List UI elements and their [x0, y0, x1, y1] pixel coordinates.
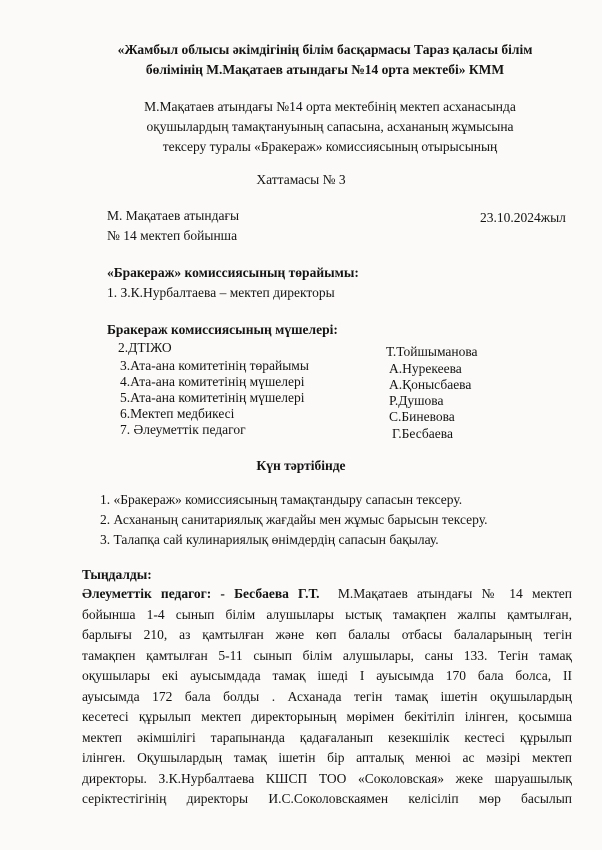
- report-line: мектеп әкімшілігі тарапынанда қадағаланып кезекшілік кестесі құрылып: [82, 729, 572, 745]
- agenda-item: 3. Талапқа сай кулинариялық өнімдердің сапасын бақылау.: [100, 532, 439, 547]
- member-role: 2.ДТІЖО: [118, 340, 172, 355]
- report-line: кесетесі құрылып мектеп директорының мөрімен бекітіліп ілінген, қосымша: [82, 709, 572, 724]
- listened-heading: Тыңдалды:: [82, 567, 152, 582]
- location: [107, 206, 239, 246]
- agenda-item: 1. «Бракераж» комиссиясының тамақтандыру сапасын тексеру.: [100, 492, 463, 507]
- subtitle-line-3: тексеру туралы «Бракераж» комиссиясының отырысының: [162, 139, 498, 154]
- subtitle-line-2: оқушылардың тамақтануының сапасына, асхананың жұмысына: [146, 119, 514, 134]
- protocol-title: Хаттамасы № 3: [256, 172, 346, 187]
- report-line-1: [82, 584, 572, 605]
- member-name: А.Нурекеева: [389, 361, 462, 376]
- members-heading: Бракераж комиссиясының мүшелері:: [107, 322, 338, 337]
- agenda-item: 2. Асхананың санитариялық жағдайы мен жұмыс барысын тексеру.: [100, 512, 488, 527]
- member-name: Г.Бесбаева: [392, 426, 453, 441]
- chair-item: 1. З.К.Нурбалтаева – мектеп директоры: [107, 285, 335, 300]
- header-line-1: «Жамбыл облысы әкімдігінің білім басқармасы Тараз қаласы білім: [117, 42, 533, 57]
- member-role: 7. Әлеуметтік педагог: [120, 422, 246, 437]
- speaker: Әлеуметтік педагог: - Бесбаева Г.Т.: [82, 586, 320, 601]
- member-name: Р.Душова: [389, 393, 444, 408]
- report-line: серіктестігінің директоры И.С.Соколовскаямен келісіліп мөр басылып: [82, 791, 572, 806]
- member-name: Т.Тойшыманова: [386, 344, 478, 359]
- document-date: 23.10.2024жыл: [480, 210, 566, 225]
- header-line-2: бөлімінің М.Мақатаев атындағы №14 орта мектебі» КММ: [145, 62, 505, 77]
- report-line: ілінген. Оқушылардың тамақ ішетін бір апталық менюі ас мәзірі мектеп: [82, 750, 572, 765]
- report-line: барлығы 210, аз қамтылған және көп балалы отбасы балаларының тегін: [82, 627, 572, 642]
- member-name: А.Қонысбаева: [389, 377, 472, 392]
- location-line-2: № 14 мектеп бойынша: [107, 228, 238, 243]
- meeting-subtitle: [95, 97, 565, 157]
- location-line-1: М. Мақатаев атындағы: [107, 208, 240, 223]
- member-role: 6.Мектеп медбикесі: [120, 406, 235, 421]
- report-line: бойынша 1-4 сынып білім алушылары ыстық тамақпен жалпы қамтылған,: [82, 606, 572, 622]
- member-name: С.Биневова: [389, 409, 455, 424]
- subtitle-line-1: М.Мақатаев атындағы №14 орта мектебінің мектеп асханасында: [144, 99, 516, 114]
- report-line: ауысымда 172 бала болды . Асханада тегін тамақ ішетін оқушылардың: [82, 688, 572, 704]
- member-role: 5.Ата-ана комитетінің мүшелері: [120, 390, 305, 405]
- report-paragraph: [82, 584, 572, 810]
- report-line-text: М.Мақатаев атындағы № 14 мектеп: [337, 586, 573, 601]
- report-line: директоры. З.К.Нурбалтаева КШСП ТОО «Соколовская» жеке шаруашылық: [82, 770, 572, 786]
- member-role: 3.Ата-ана комитетінің төрайымы: [120, 358, 309, 373]
- agenda-heading: Күн тәртібінде: [256, 458, 346, 473]
- member-role: 4.Ата-ана комитетінің мүшелері: [120, 374, 305, 389]
- report-line: тамақпен қамтылған 5-11 сынып білім алушылары, саны 133. Тегін тамақ: [82, 647, 572, 663]
- chair-heading: «Бракераж» комиссиясының төрайымы:: [107, 265, 359, 280]
- school-header: [70, 40, 580, 80]
- report-line: оқушылары екі ауысымдада тамақ ішеді І ауысымда 170 бала болса, ІІ: [82, 668, 572, 683]
